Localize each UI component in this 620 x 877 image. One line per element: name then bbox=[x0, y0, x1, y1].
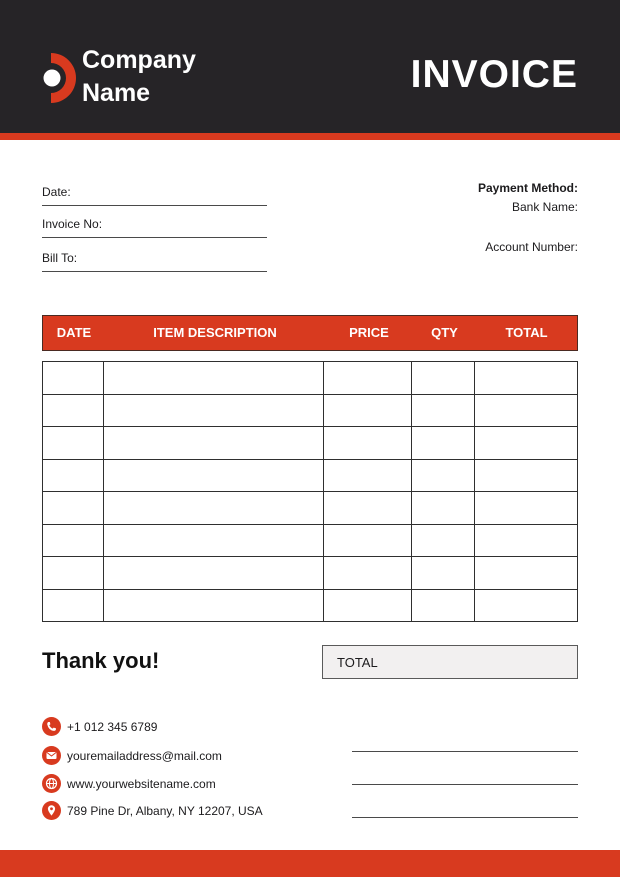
price-cell[interactable] bbox=[324, 524, 412, 557]
account-number-label: Account Number: bbox=[485, 240, 578, 254]
item-description-cell[interactable] bbox=[103, 362, 324, 395]
grand-total-box[interactable] bbox=[322, 645, 578, 679]
qty-cell[interactable] bbox=[412, 362, 475, 395]
street-address: 789 Pine Dr, Albany, NY 12207, USA bbox=[67, 804, 263, 818]
date-cell[interactable] bbox=[43, 394, 104, 427]
grand-total-label: TOTAL bbox=[337, 655, 378, 670]
qty-cell[interactable] bbox=[412, 394, 475, 427]
date-cell[interactable] bbox=[43, 524, 104, 557]
table-row bbox=[43, 524, 578, 557]
header-accent-stripe bbox=[0, 133, 620, 140]
table-header bbox=[42, 315, 578, 351]
total-cell[interactable] bbox=[475, 492, 578, 525]
qty-cell[interactable] bbox=[412, 492, 475, 525]
table-row bbox=[43, 362, 578, 395]
invoice-title: INVOICE bbox=[410, 53, 578, 96]
website-url[interactable]: www.yourwebsitename.com bbox=[67, 777, 216, 791]
email-address[interactable]: youremailaddress@mail.com bbox=[67, 749, 222, 763]
total-cell[interactable] bbox=[475, 362, 578, 395]
item-description-cell[interactable] bbox=[103, 394, 324, 427]
company-name-line2: Name bbox=[82, 79, 151, 107]
price-cell[interactable] bbox=[324, 427, 412, 460]
qty-cell[interactable] bbox=[412, 427, 475, 460]
signature-line-3[interactable] bbox=[352, 817, 578, 818]
item-description-cell[interactable] bbox=[103, 492, 324, 525]
item-description-cell[interactable] bbox=[103, 459, 324, 492]
bill-to-field[interactable] bbox=[42, 246, 267, 272]
price-cell[interactable] bbox=[324, 394, 412, 427]
bill-to-label: Bill To: bbox=[42, 251, 78, 265]
price-cell[interactable] bbox=[324, 459, 412, 492]
item-description-cell[interactable] bbox=[103, 524, 324, 557]
total-cell[interactable] bbox=[475, 459, 578, 492]
qty-cell[interactable] bbox=[412, 459, 475, 492]
column-header-qty: QTY bbox=[431, 325, 458, 340]
item-description-cell[interactable] bbox=[103, 589, 324, 622]
company-name-line1: Company bbox=[82, 46, 196, 74]
table-row bbox=[43, 394, 578, 427]
date-cell[interactable] bbox=[43, 492, 104, 525]
table-row bbox=[43, 459, 578, 492]
qty-cell[interactable] bbox=[412, 589, 475, 622]
table-row bbox=[43, 557, 578, 590]
line-items-table bbox=[42, 361, 578, 622]
header-banner bbox=[0, 0, 620, 133]
thank-you-message: Thank you! bbox=[42, 648, 160, 673]
location-pin-icon bbox=[42, 801, 61, 820]
mail-icon bbox=[42, 746, 61, 765]
invoice-number-label: Invoice No: bbox=[42, 217, 103, 231]
company-name bbox=[82, 44, 242, 110]
signature-line-1[interactable] bbox=[352, 751, 578, 752]
date-cell[interactable] bbox=[43, 557, 104, 590]
phone-icon bbox=[42, 717, 61, 736]
date-cell[interactable] bbox=[43, 362, 104, 395]
payment-method-title: Payment Method: bbox=[477, 181, 578, 195]
date-field[interactable] bbox=[42, 180, 267, 206]
date-cell[interactable] bbox=[43, 427, 104, 460]
item-description-cell[interactable] bbox=[103, 427, 324, 460]
invoice-number-field[interactable] bbox=[42, 212, 267, 238]
column-header-date: DATE bbox=[56, 325, 92, 340]
bank-name-label: Bank Name: bbox=[511, 200, 578, 214]
qty-cell[interactable] bbox=[412, 524, 475, 557]
qty-cell[interactable] bbox=[412, 557, 475, 590]
globe-icon bbox=[42, 774, 61, 793]
date-cell[interactable] bbox=[43, 459, 104, 492]
date-label: Date: bbox=[42, 185, 71, 199]
total-cell[interactable] bbox=[475, 557, 578, 590]
total-cell[interactable] bbox=[475, 524, 578, 557]
column-header-total: TOTAL bbox=[505, 325, 548, 340]
price-cell[interactable] bbox=[324, 557, 412, 590]
signature-line-2[interactable] bbox=[352, 784, 578, 785]
total-cell[interactable] bbox=[475, 394, 578, 427]
price-cell[interactable] bbox=[324, 589, 412, 622]
table-row bbox=[43, 589, 578, 622]
total-cell[interactable] bbox=[475, 427, 578, 460]
company-logo-icon bbox=[41, 52, 77, 104]
phone-number: +1 012 345 6789 bbox=[67, 720, 158, 734]
total-cell[interactable] bbox=[475, 589, 578, 622]
date-cell[interactable] bbox=[43, 589, 104, 622]
column-header-item-description: ITEM DESCRIPTION bbox=[153, 325, 277, 340]
price-cell[interactable] bbox=[324, 362, 412, 395]
table-row bbox=[43, 492, 578, 525]
price-cell[interactable] bbox=[324, 492, 412, 525]
column-header-price: PRICE bbox=[349, 325, 389, 340]
item-description-cell[interactable] bbox=[103, 557, 324, 590]
footer-accent-bar bbox=[0, 850, 620, 877]
table-row bbox=[43, 427, 578, 460]
